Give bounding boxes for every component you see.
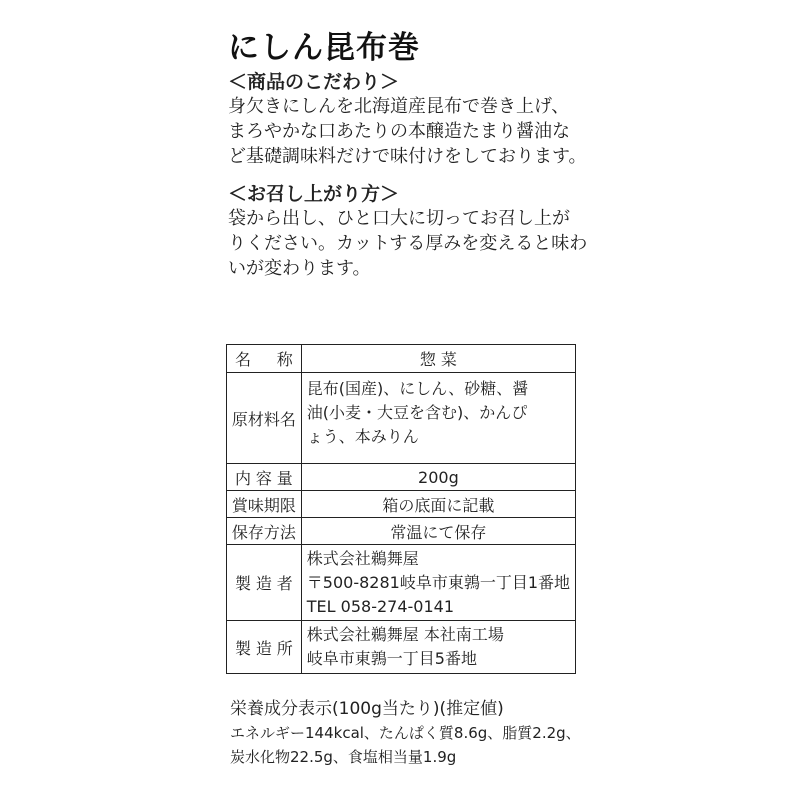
table-row-name: [227, 345, 576, 373]
value-text: 箱の底面に記載: [382, 495, 495, 515]
label-char: 称: [276, 350, 293, 369]
commitment-paragraph: [228, 94, 587, 169]
label-cell: [227, 373, 302, 464]
value-line: 油(小麦・大豆を含む)、かんぴ: [306, 403, 528, 422]
label-cell: [227, 464, 302, 491]
label-char: 容: [255, 468, 272, 488]
value-line: 岐阜市東鶉一丁目5番地: [306, 649, 477, 668]
paragraph-line: まろやかな口あたりの本醸造たまり醤油な: [228, 121, 570, 142]
value-cell: [301, 518, 575, 545]
label-cell: [227, 545, 302, 621]
label-text: 賞味期限: [231, 495, 296, 515]
value-line: 株式会社鵜舞屋 本社南工場: [306, 625, 504, 644]
nutrition-facts: [230, 697, 581, 769]
value-line: 昆布(国産)、にしん、砂糖、醤: [306, 379, 529, 398]
nutrition-line: エネルギー144kcal、たんぱく質8.6g、脂質2.2g、: [230, 724, 581, 742]
value-cell: [301, 345, 575, 373]
nutrition-line: 炭水化物22.5g、食塩相当量1.9g: [230, 748, 457, 766]
value-text: 常温にて保存: [390, 522, 487, 542]
value-line: ょう、本みりん: [306, 427, 419, 446]
value-cell: [301, 491, 575, 518]
table-row-manufacturer: [227, 545, 576, 621]
section-heading-how-to-eat: ＜お召し上がり方＞: [228, 183, 400, 205]
label-char: 造: [255, 638, 272, 658]
value-line: 株式会社鵜舞屋: [306, 548, 419, 568]
value-text: 200g: [418, 467, 459, 487]
table-row-content: [227, 464, 576, 491]
value-line: TEL 058-274-0141: [306, 596, 455, 616]
value-cell: [301, 545, 575, 621]
paragraph-line: 袋から出し、ひと口大に切ってお召し上が: [228, 208, 570, 229]
paragraph-line: いが変わります。: [228, 258, 371, 279]
table-row-ingredients: [227, 373, 576, 464]
nutrition-heading: 栄養成分表示(100g当たり)(推定値): [230, 699, 504, 719]
paragraph-line: 身欠きにしんを北海道産昆布で巻き上げ、: [228, 96, 570, 117]
label-cell: [227, 621, 302, 674]
label-char: 造: [255, 574, 272, 593]
value-cell: [301, 621, 575, 674]
value-text: 惣 菜: [419, 350, 457, 369]
label-char: 者: [276, 574, 293, 593]
label-char: 内: [235, 468, 252, 488]
label-char: 所: [276, 638, 293, 658]
value-line: 〒500-8281岐阜市東鶉一丁目1番地: [306, 572, 570, 592]
label-cell: [227, 518, 302, 545]
how-to-eat-paragraph: [228, 206, 587, 281]
table-row-storage: [227, 518, 576, 545]
label-char: 量: [276, 468, 293, 488]
product-info-table: [226, 344, 576, 674]
label-char: 製: [235, 574, 252, 593]
label-char: 製: [235, 638, 252, 658]
label-text: 保存方法: [231, 522, 296, 542]
label-text: 原材料名: [231, 409, 296, 429]
product-title: にしん昆布巻: [228, 30, 420, 66]
label-cell: [227, 491, 302, 518]
paragraph-line: ど基礎調味料だけで味付けをしております。: [228, 146, 587, 167]
table-row-best-before: [227, 491, 576, 518]
paragraph-line: りください。カットする厚みを変えると味わ: [228, 233, 588, 254]
table-row-factory: [227, 621, 576, 674]
section-heading-commitment: ＜商品のこだわり＞: [228, 71, 400, 93]
value-cell: [301, 464, 575, 491]
value-cell: [301, 373, 575, 464]
label-cell: [227, 345, 302, 373]
label-char: 名: [235, 350, 252, 369]
